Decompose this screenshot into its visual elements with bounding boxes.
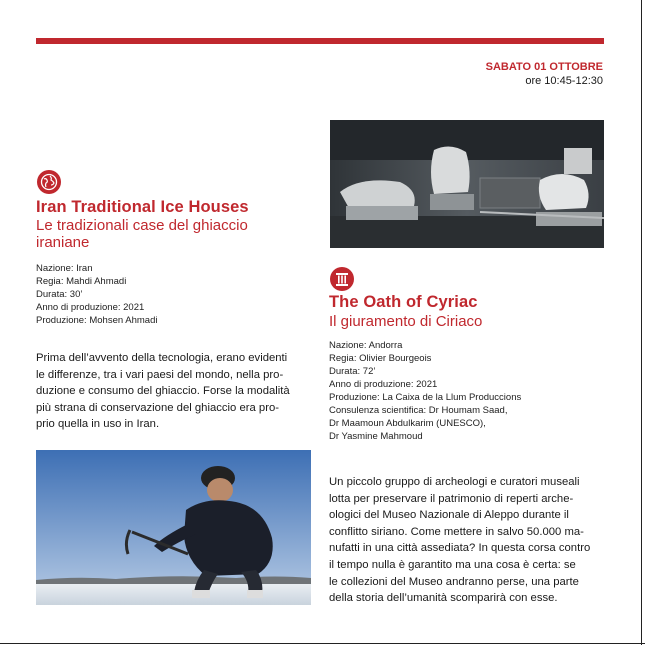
film2-meta-line: Anno di produzione: 2021 bbox=[329, 379, 438, 390]
film2-meta-line: Nazione: Andorra bbox=[329, 340, 403, 351]
film1-synopsis-line: prio quella in uso in Iran. bbox=[36, 418, 160, 431]
film1-meta-line: Anno di produzione: 2021 bbox=[36, 302, 145, 313]
film2-meta-line: Produzione: La Caixa de la Llum Produccions bbox=[329, 392, 522, 403]
film1-meta-line: Durata: 30’ bbox=[36, 289, 83, 300]
ice-house-photo bbox=[36, 450, 311, 605]
film1-title-it-line: Le tradizionali case del ghiaccio bbox=[36, 217, 248, 234]
film2-meta-line: Dr Yasmine Mahmoud bbox=[329, 431, 423, 442]
film2-synopsis-line: il tempo nulla è garantito ma una cosa è certa: se bbox=[329, 558, 576, 571]
film2-meta-line: Dr Maamoun Abdulkarim (UNESCO), bbox=[329, 418, 486, 429]
film1-meta-line: Produzione: Mohsen Ahmadi bbox=[36, 315, 158, 326]
film1-synopsis-line: Prima dell’avvento della tecnologia, erano evidenti bbox=[36, 352, 288, 364]
film1-meta-line: Nazione: Iran bbox=[36, 263, 93, 274]
top-rule bbox=[36, 38, 604, 44]
time-label: ore 10:45-12:30 bbox=[525, 75, 603, 87]
film1-title-it-line: iraniane bbox=[36, 234, 90, 251]
film2-synopsis-line: nufatti in una città assediata? In questa corsa contro bbox=[329, 542, 591, 555]
film2-meta-line: Regia: Olivier Bourgeois bbox=[329, 353, 432, 364]
film2-meta-line: Durata: 72’ bbox=[329, 366, 376, 377]
film2-synopsis-line: lotta per preservare il patrimonio di reperti arche- bbox=[329, 492, 574, 505]
film2-meta bbox=[329, 339, 521, 443]
globe-icon bbox=[37, 170, 61, 194]
museum-photo bbox=[330, 120, 604, 248]
film2-synopsis-line: conflitto siriano. Come mettere in salvo 50.000 ma- bbox=[329, 525, 584, 538]
film2-title-it: Il giuramento di Ciriaco bbox=[329, 313, 483, 330]
film2-synopsis-line: Un piccolo gruppo di archeologi e curatori museali bbox=[329, 476, 580, 488]
film1-meta-line: Regia: Mahdi Ahmadi bbox=[36, 276, 127, 287]
film2-synopsis-line: ologici del Museo Nazionale di Aleppo durante il bbox=[329, 509, 569, 522]
film2-synopsis bbox=[329, 474, 590, 607]
page-edge-bottom bbox=[0, 643, 645, 644]
column-icon bbox=[330, 267, 354, 291]
film1-synopsis-line: le differenze, tra i vari paesi del mondo, nella pro- bbox=[36, 368, 284, 381]
film1-synopsis-line: duzione e consumo del ghiaccio. Forse la modalità bbox=[36, 385, 290, 398]
film1-synopsis-line: più strana di conservazione del ghiaccio era pro- bbox=[36, 401, 280, 414]
date-label: SABATO 01 OTTOBRE bbox=[485, 61, 603, 73]
film1-title-it bbox=[36, 217, 248, 251]
screening-date bbox=[486, 60, 603, 88]
film2-synopsis-line: le collezioni del Museo andranno perse, una parte bbox=[329, 575, 579, 588]
page-edge-right bbox=[641, 0, 642, 645]
film2-synopsis-line: della storia dell’umanità scomparirà con esse. bbox=[329, 592, 558, 605]
film1-synopsis bbox=[36, 350, 290, 433]
film2-meta-line: Consulenza scientifica: Dr Houmam Saad, bbox=[329, 405, 508, 416]
film1-meta bbox=[36, 262, 157, 327]
film1-title-en: Iran Traditional Ice Houses bbox=[36, 198, 249, 216]
film2-title-en: The Oath of Cyriac bbox=[329, 293, 478, 311]
